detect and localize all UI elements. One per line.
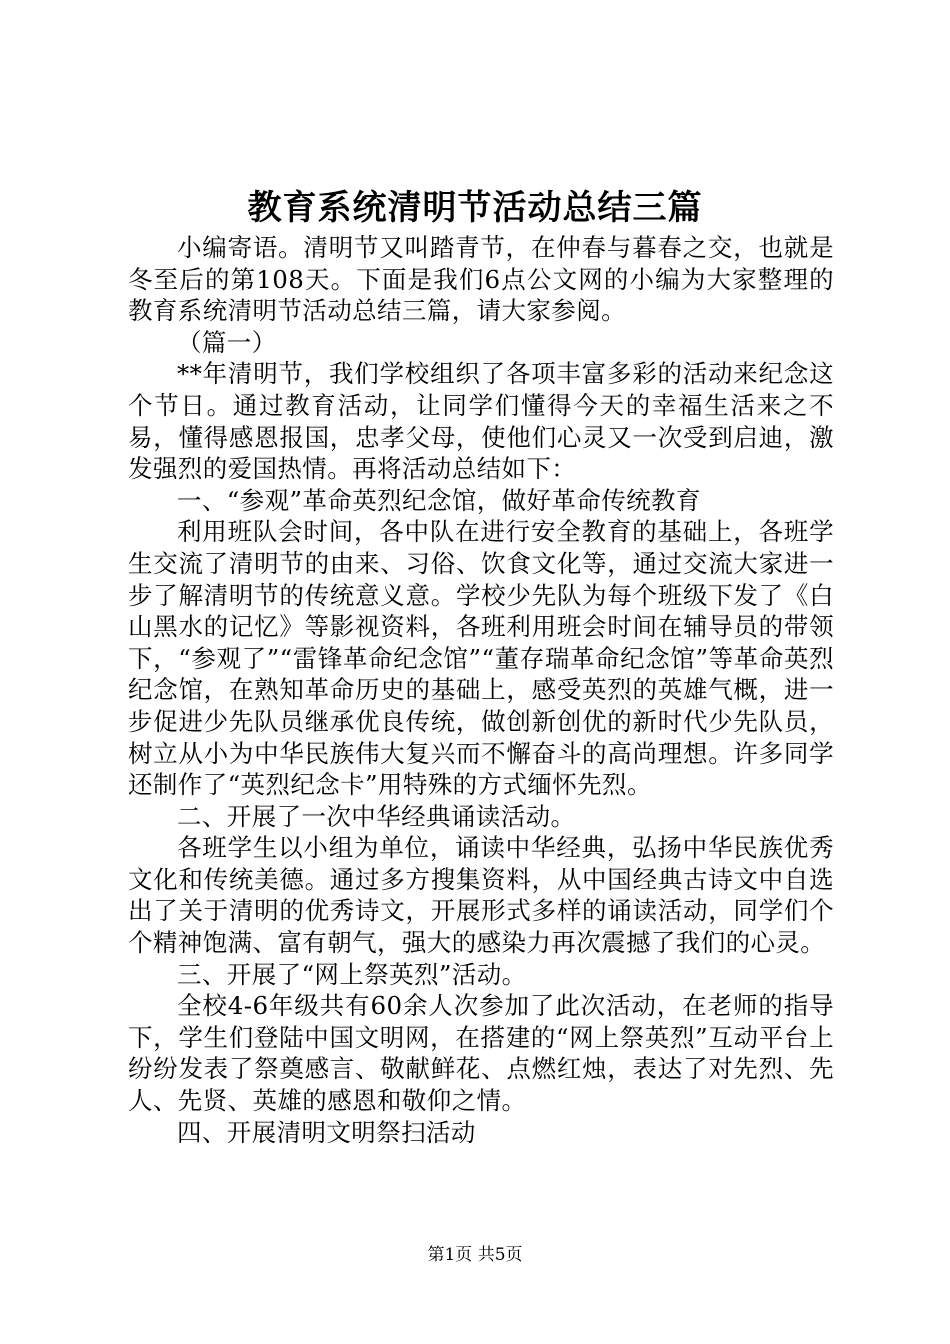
- document-title: 教育系统清明节活动总结三篇: [247, 188, 703, 228]
- paragraph-section-3: 全校4-6年级共有60余人次参加了此次活动，在老师的指导下，学生们登陆中国文明网，在搭建的“网上祭英烈”互动平台上纷纷发表了祭奠感言、敬献鲜花、点燃红烛，表达了对先烈、先人、先贤、英雄的感恩和敬仰之情。: [128, 991, 834, 1116]
- paragraph-part-one-heading: （篇一）: [177, 327, 277, 357]
- page-footer: 第1页 共5页: [427, 1245, 523, 1265]
- paragraph-overview: **年清明节，我们学校组织了各项丰富多彩的活动来纪念这个节日。通过教育活动，让同学们懂得今天的幸福生活来之不易，懂得感恩报国，忠孝父母，使他们心灵又一次受到启迪，激发强烈的爱国热情。再将活动总结如下：: [128, 359, 834, 484]
- section-heading-2: 二、开展了一次中华经典诵读活动。: [177, 801, 576, 831]
- section-heading-4: 四、开展清明文明祭扫活动: [177, 1117, 476, 1147]
- section-heading-3: 三、开展了“网上祭英烈”活动。: [177, 959, 527, 989]
- document-body: [128, 232, 834, 1148]
- paragraph-section-1: 利用班队会时间，各中队在进行安全教育的基础上，各班学生交流了清明节的由来、习俗、饮食文化等，通过交流大家进一步了解清明节的传统意义意。学校少先队为每个班级下发了《白山黑水的记忆》等影视资料，各班利用班会时间在辅导员的带领下，“参观了”“雷锋革命纪念馆”“董存瑞革命纪念馆”等革命英烈纪念馆，在熟知革命历史的基础上，感受英烈的英雄气概，进一步促进少先队员继承优良传统，做创新创优的新时代少先队员，树立从小为中华民族伟大复兴而不懈奋斗的高尚理想。许多同学还制作了“英烈纪念卡”用特殊的方式缅怀先烈。: [128, 517, 834, 800]
- paragraph-section-2: 各班学生以小组为单位，诵读中华经典，弘扬中华民族优秀文化和传统美德。通过多方搜集资料，从中国经典古诗文中自选出了关于清明的优秀诗文，开展形式多样的诵读活动，同学们个个精神饱满、富有朝气，强大的感染力再次震撼了我们的心灵。: [128, 833, 834, 958]
- paragraph-intro: 小编寄语。清明节又叫踏青节，在仲春与暮春之交，也就是冬至后的第108天。下面是我们6点公文网的小编为大家整理的教育系统清明节活动总结三篇，请大家参阅。: [128, 233, 834, 326]
- section-heading-1: 一、“参观”革命英烈纪念馆，做好革命传统教育: [177, 485, 701, 515]
